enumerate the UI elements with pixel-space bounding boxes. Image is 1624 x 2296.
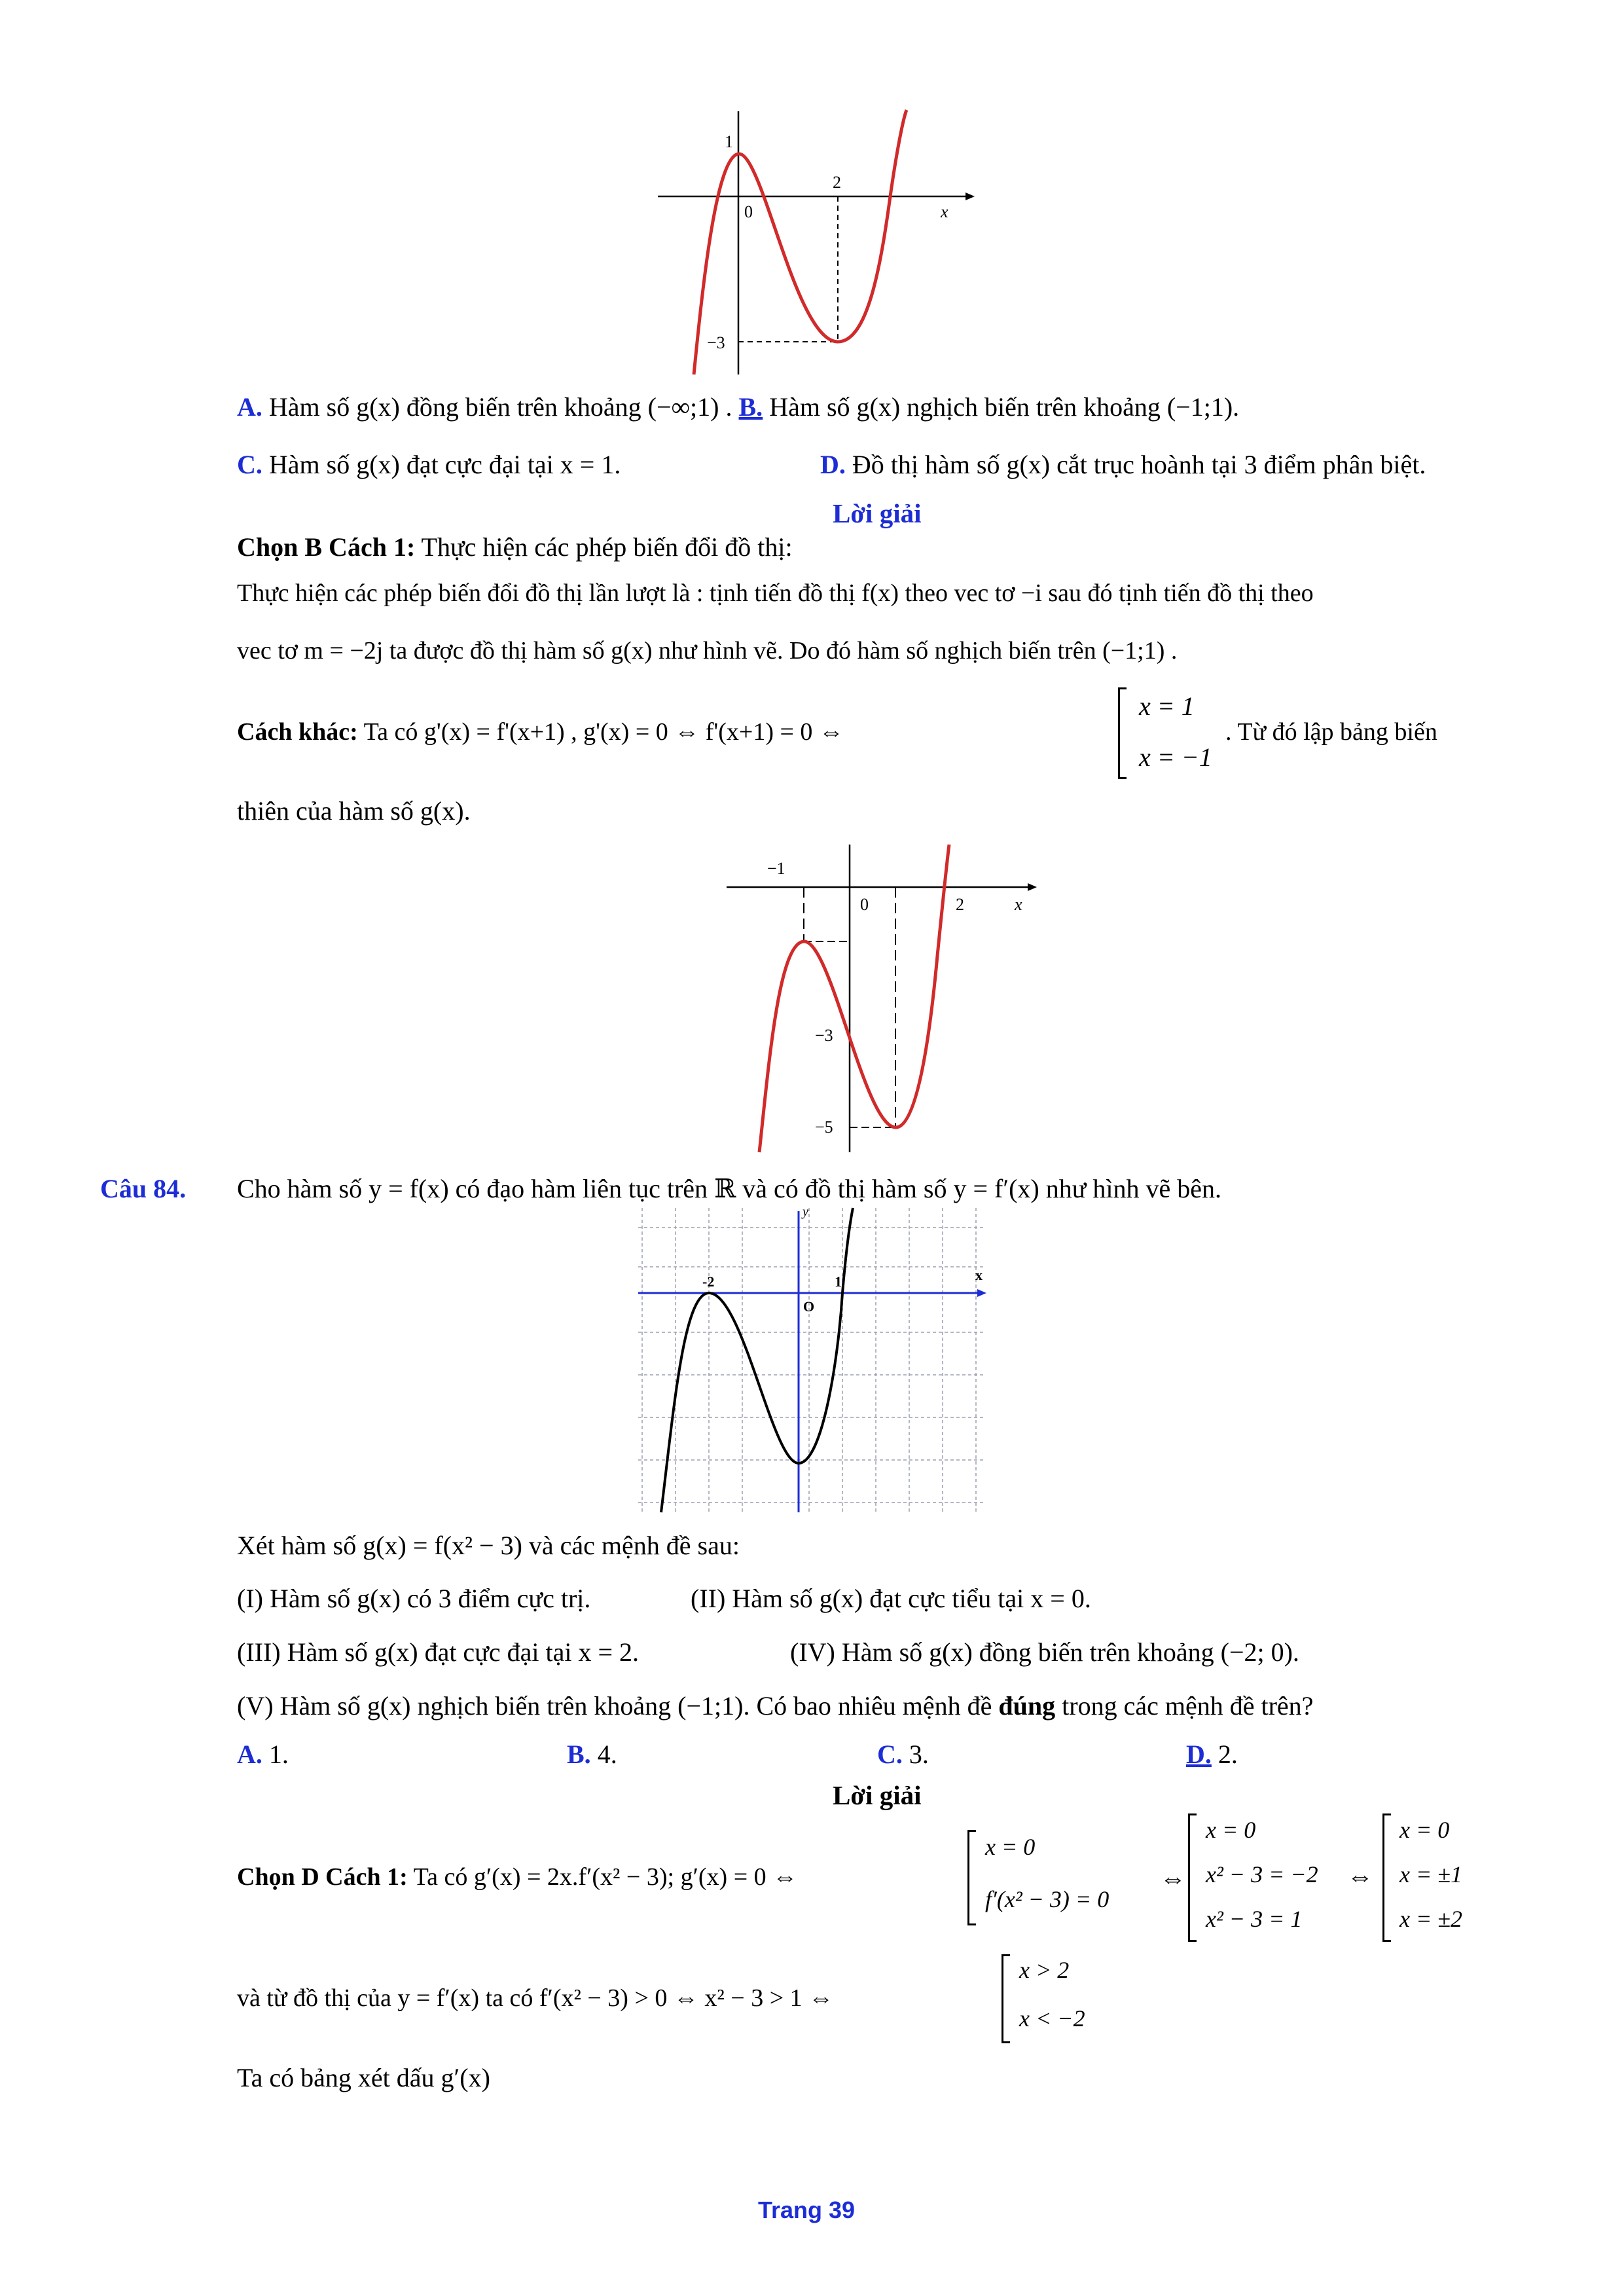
option-c-letter: C. <box>237 450 262 479</box>
answer-b-letter: B. <box>567 1740 591 1769</box>
alt-case-1: x = 1 <box>1139 691 1195 721</box>
tick-label-1: 1 <box>835 1273 842 1290</box>
option-a-text: Hàm số g(x) đồng biến trên khoảng (−∞;1) <box>268 392 719 422</box>
statement-1: (I) Hàm số g(x) có 3 điểm cực trị. <box>237 1584 591 1613</box>
y-axis-label: y <box>803 1205 808 1219</box>
solution-heading-2: Lời giải <box>833 1780 922 1810</box>
solution1-line2: Thực hiện các phép biến đổi đồ thị lần lượt là : tịnh tiến đồ thị f(x) theo vec tơ −i sau đó tịnh tiến đồ thị theo <box>237 579 1314 607</box>
case-a-bracket <box>967 1830 976 1925</box>
q84-consider: Xét hàm số g(x) = f(x² − 3) và các mệnh đề sau: <box>237 1531 740 1560</box>
case-d-bracket <box>1001 1954 1010 2043</box>
alt-bracket <box>1118 687 1127 779</box>
answer-c <box>877 1739 929 1770</box>
answer-d-letter: D. <box>1186 1740 1212 1769</box>
solution-heading-1: Lời giải <box>833 498 922 528</box>
tick-label-neg3: −3 <box>815 1026 833 1045</box>
option-a: A. Hàm số g(x) đồng biến trên khoảng (−∞;1) . B. Hàm số g(x) nghịch biến trên khoảng (−1;1). <box>237 392 1240 422</box>
solution2-line3: Ta có bảng xét dấu g′(x) <box>237 2063 490 2092</box>
grid <box>638 1208 985 1512</box>
graph-2 <box>727 845 1041 1152</box>
case-a-2: f′(x² − 3) = 0 <box>985 1886 1110 1912</box>
x-axis-arrow <box>965 192 975 200</box>
alt-text: Ta có g'(x) = f'(x+1) , g'(x) = 0 ⇔ f'(x+1) = 0 ⇔ <box>363 718 844 746</box>
case-c-3: x = ±2 <box>1399 1906 1463 1932</box>
q84-text: Cho hàm số y = f(x) có đạo hàm liên tục trên ℝ và có đồ thị hàm số y = f′(x) như hình vẽ bên. <box>237 1174 1222 1203</box>
case-c-bracket <box>1382 1813 1391 1942</box>
option-a-letter: A. <box>237 392 262 422</box>
tick-label-2: 2 <box>956 895 964 914</box>
solution2-line1 <box>237 1863 797 1893</box>
solution1-alt <box>237 718 844 748</box>
option-c-text: Hàm số g(x) đạt cực đại tại x = 1. <box>268 450 621 479</box>
statement-5-pre: (V) Hàm số g(x) nghịch biến trên khoảng (−1;1). Có bao nhiêu mệnh đề <box>237 1691 999 1721</box>
option-d-letter: D. <box>820 450 846 479</box>
solution1-line1 <box>237 532 793 563</box>
q84-label: Câu 84. <box>100 1174 187 1203</box>
graph-3 <box>638 1205 992 1516</box>
eq-main: Ta có g′(x) = 2x.f′(x² − 3); g′(x) = 0 ⇔ <box>413 1863 798 1891</box>
answer-c-letter: C. <box>877 1740 903 1769</box>
arrow-1: ⇔ <box>1160 1863 1186 1893</box>
tick-label-0: 0 <box>744 202 753 221</box>
answer-a-letter: A. <box>237 1740 262 1769</box>
tick-label-2: 2 <box>833 173 841 192</box>
case-a-1: x = 0 <box>985 1834 1036 1860</box>
answer-b <box>567 1739 617 1770</box>
case-b-2: x² − 3 = −2 <box>1206 1861 1318 1887</box>
option-b-text: Hàm số g(x) nghịch biến trên khoảng (−1;1). <box>769 392 1240 422</box>
tick-label-neg1: −1 <box>767 859 785 878</box>
option-d-text: Đồ thị hàm số g(x) cắt trục hoành tại 3 điểm phân biệt. <box>852 450 1426 479</box>
arrow-2: ⇔ <box>1347 1861 1373 1891</box>
statement-2: (II) Hàm số g(x) đạt cực tiểu tại x = 0. <box>691 1584 1091 1613</box>
curve-f-prime <box>661 1208 853 1512</box>
tick-label-neg2: -2 <box>702 1273 715 1290</box>
answer-a-value: 1. <box>268 1740 289 1769</box>
x-axis-arrow <box>977 1289 986 1297</box>
answer-b-value: 4. <box>597 1740 617 1769</box>
tick-label-neg5: −5 <box>815 1118 833 1137</box>
graph-1 <box>651 105 979 380</box>
page-number: Trang 39 <box>758 2196 856 2223</box>
x-axis-arrow <box>1028 883 1037 891</box>
case-d-1: x > 2 <box>1019 1957 1070 1983</box>
answer-c-value: 3. <box>909 1740 929 1769</box>
case-d-2: x < −2 <box>1019 2005 1085 2032</box>
case-c-1: x = 0 <box>1399 1817 1450 1843</box>
case-b-bracket <box>1188 1813 1197 1942</box>
solution1-line3: vec tơ m = −2j ta được đồ thị hàm số g(x) như hình vẽ. Do đó hàm số nghịch biến trên (−1;1) . <box>237 637 1178 665</box>
x-axis-label: x <box>975 1267 983 1283</box>
case-c-2: x = ±1 <box>1399 1861 1463 1887</box>
tick-label-origin: O <box>803 1298 815 1315</box>
statement-5-bold: đúng <box>998 1691 1056 1721</box>
case-b-1: x = 0 <box>1206 1817 1256 1843</box>
alt-case-2: x = −1 <box>1139 742 1212 772</box>
answer-d-value: 2. <box>1218 1740 1238 1769</box>
tick-label-neg3: −3 <box>707 333 725 352</box>
solution1-line5: thiên của hàm số g(x). <box>237 796 471 826</box>
tick-label-0: 0 <box>860 895 869 914</box>
x-axis-label: x <box>1015 895 1022 914</box>
option-c <box>237 449 621 481</box>
choose-text-1: Thực hiện các phép biến đổi đồ thị: <box>421 532 793 562</box>
answer-a <box>237 1739 289 1770</box>
answer-d <box>1186 1739 1238 1770</box>
curve-g <box>759 845 949 1152</box>
choose-label-1: Chọn B Cách 1: <box>237 532 416 562</box>
choose-label-2: Chọn D Cách 1: <box>237 1863 408 1891</box>
tick-label-1: 1 <box>725 132 733 151</box>
case-b-3: x² − 3 = 1 <box>1206 1906 1303 1932</box>
solution2-line2: và từ đồ thị của y = f′(x) ta có f′(x² − 3) > 0 ⇔ x² − 3 > 1 ⇔ <box>237 1984 834 2012</box>
statement-5 <box>237 1690 1313 1722</box>
alt-after: . Từ đó lập bảng biến <box>1225 718 1437 746</box>
statement-5-post: trong các mệnh đề trên? <box>1055 1691 1314 1721</box>
statement-3: (III) Hàm số g(x) đạt cực đại tại x = 2. <box>237 1637 640 1667</box>
x-axis-label: x <box>941 202 948 221</box>
option-b-letter: B. <box>738 392 763 422</box>
statement-4: (IV) Hàm số g(x) đồng biến trên khoảng (−2; 0). <box>790 1637 1299 1667</box>
option-d <box>820 449 1426 481</box>
alt-label: Cách khác: <box>237 718 358 746</box>
